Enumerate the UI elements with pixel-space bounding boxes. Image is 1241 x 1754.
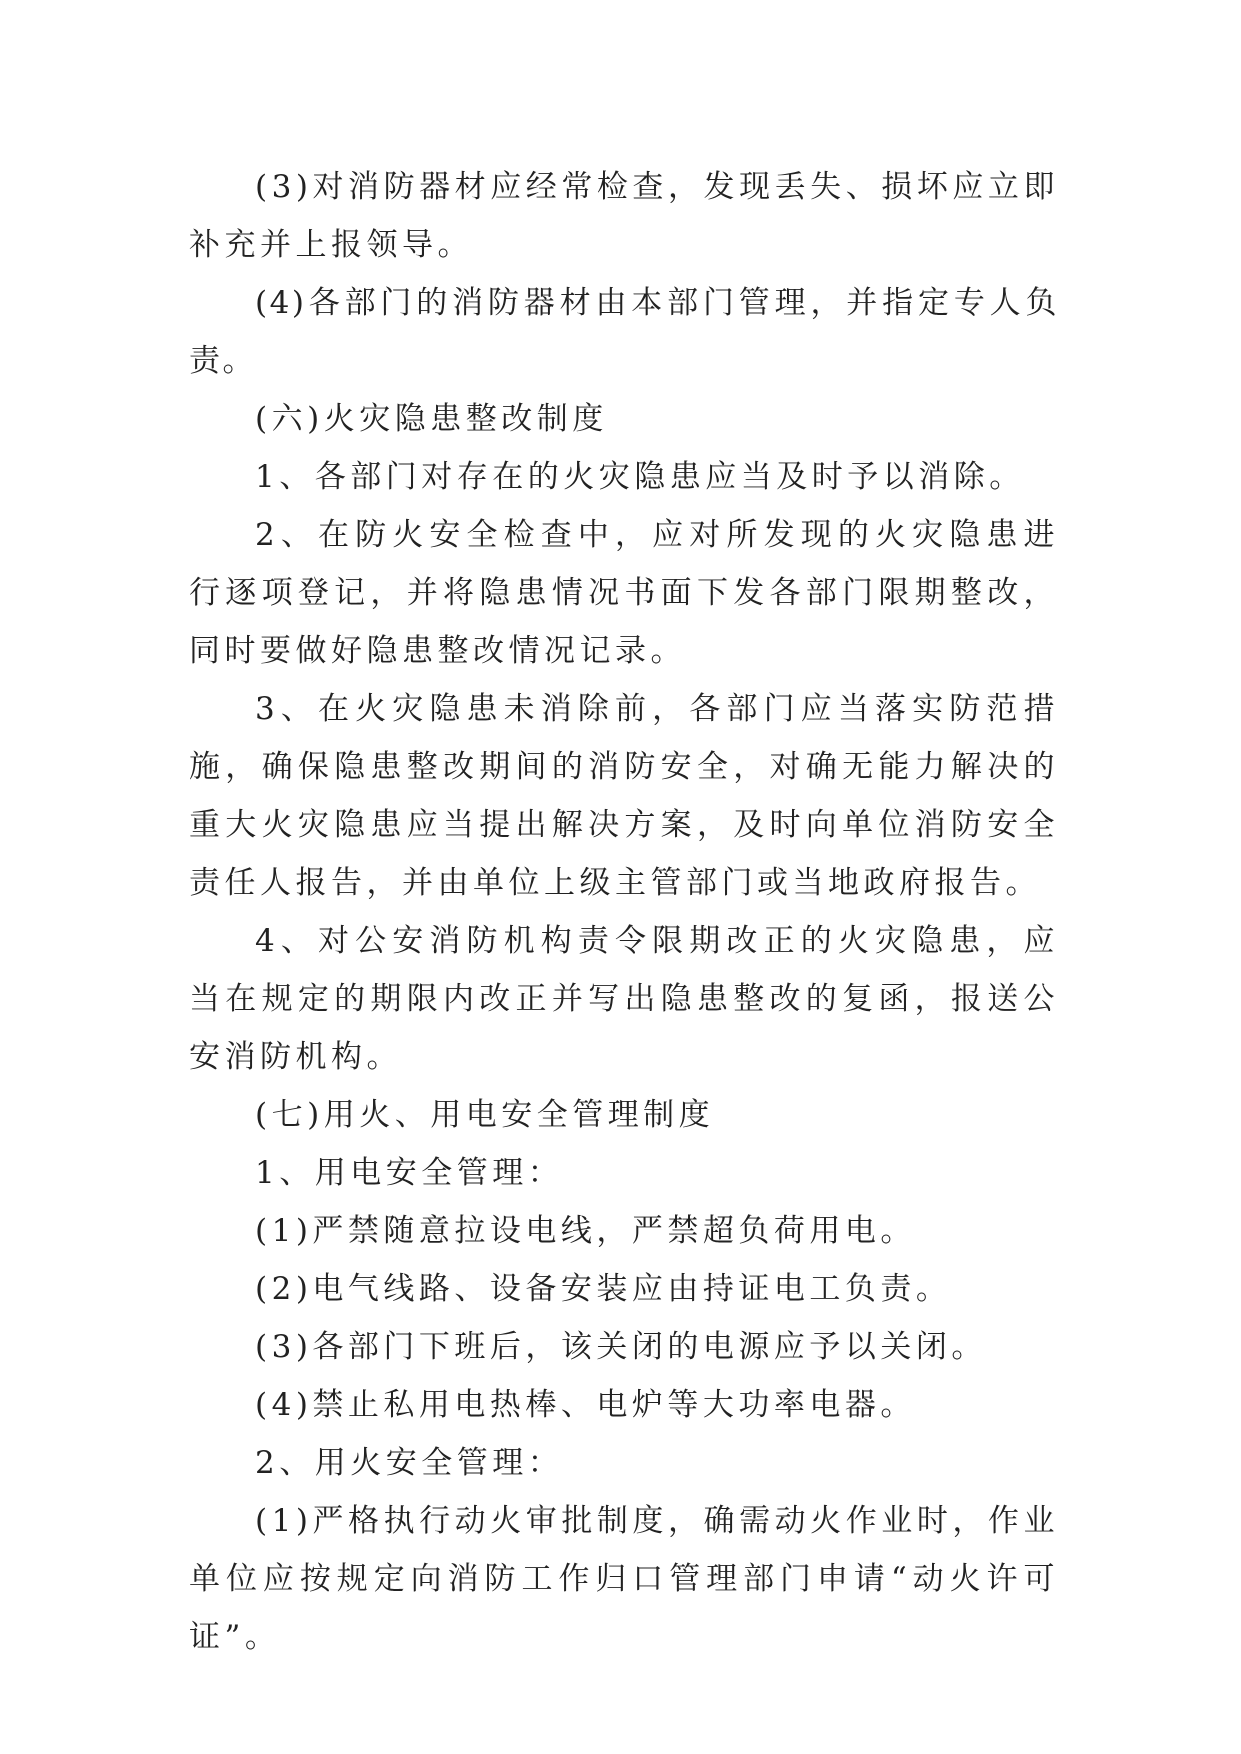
paragraph-fire-equipment-management: (4)各部门的消防器材由本部门管理，并指定专人负责。 bbox=[189, 285, 1059, 379]
subheading-fire-use-safety: 2、用火安全管理： bbox=[255, 1445, 564, 1481]
section-heading-hazard-rectification: (六)火灾隐患整改制度 bbox=[255, 401, 608, 437]
subheading-electricity-safety: 1、用电安全管理： bbox=[255, 1155, 564, 1191]
list-item-no-high-power-appliances: (4)禁止私用电热棒、电炉等大功率电器。 bbox=[255, 1387, 916, 1423]
list-item-hot-work-permit: (1)严格执行动火审批制度，确需动火作业时，作业单位应按规定向消防工作归口管理部门申请“动火许可证”。 bbox=[189, 1503, 1059, 1655]
paragraph-fire-equipment-check: (3)对消防器材应经常检查，发现丢失、损坏应立即补充并上报领导。 bbox=[189, 169, 1059, 263]
paragraph-hazard-elimination: 1、各部门对存在的火灾隐患应当及时予以消除。 bbox=[255, 459, 1025, 495]
paragraph-hazard-registration: 2、在防火安全检查中，应对所发现的火灾隐患进行逐项登记，并将隐患情况书面下发各部门限期整改，同时要做好隐患整改情况记录。 bbox=[189, 517, 1059, 669]
list-item-power-off-after-work: (3)各部门下班后，该关闭的电源应予以关闭。 bbox=[255, 1329, 987, 1365]
list-item-certified-electrician: (2)电气线路、设备安装应由持证电工负责。 bbox=[255, 1271, 952, 1307]
section-heading-fire-electricity-safety: (七)用火、用电安全管理制度 bbox=[255, 1097, 715, 1133]
document-body bbox=[189, 158, 1059, 1666]
list-item-no-random-wiring: (1)严禁随意拉设电线，严禁超负荷用电。 bbox=[255, 1213, 916, 1249]
paragraph-hazard-prevention-measures: 3、在火灾隐患未消除前，各部门应当落实防范措施，确保隐患整改期间的消防安全，对确无能力解决的重大火灾隐患应当提出解决方案，及时向单位消防安全责任人报告，并由单位上级主管部门或当地政府报告。 bbox=[189, 691, 1059, 901]
paragraph-hazard-correction-deadline: 4、对公安消防机构责令限期改正的火灾隐患，应当在规定的期限内改正并写出隐患整改的复函，报送公安消防机构。 bbox=[189, 923, 1059, 1075]
